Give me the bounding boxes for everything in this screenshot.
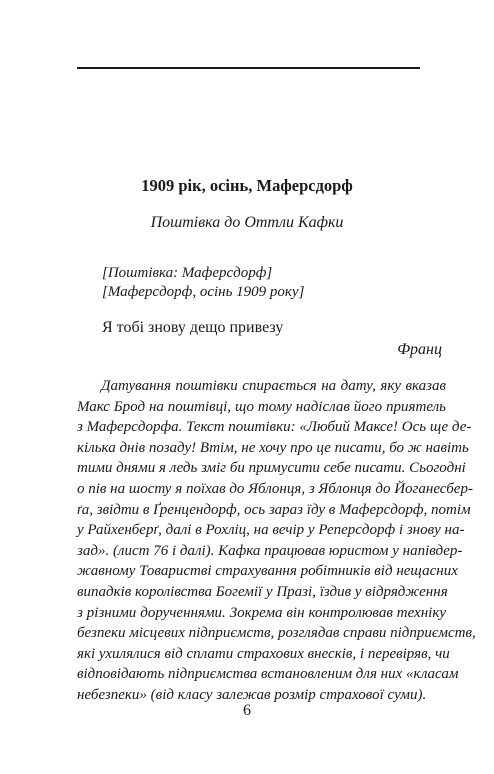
metadata-line: [Маферсдорф, осінь 1909 року] [102, 284, 305, 300]
letter-text: Я тобі знову дещо привезу [102, 319, 284, 336]
commentary-line: безпеки місцевих підприємств, розглядав справи підприємств, [77, 625, 476, 642]
commentary-line: ґа, звідти в Ґренцендорф, ось зараз їду в Маферсдорф, потім [77, 501, 471, 518]
section-heading: 1909 рік, осінь, Маферсдорф [141, 176, 353, 195]
commentary-line: жавному Товаристві страхування робітників від нещасних [77, 563, 458, 580]
commentary-line: з Маферсдорфа. Текст поштівки: «Любий Максе! Ось ще де- [77, 419, 472, 436]
page-number: 6 [243, 702, 251, 719]
commentary-line: Макс Брод на поштівці, що тому надіслав його приятель [77, 398, 446, 415]
metadata-line: [Поштівка: Маферсдорф] [102, 265, 273, 281]
commentary-line: Датування поштівки спирається на дату, яку вказав [101, 378, 446, 394]
letter-signature: Франц [397, 341, 442, 358]
commentary-line: які ухилялися від сплати страхових внесків, і перевіряв, чи [77, 645, 450, 662]
section-subheading: Поштівка до Оттли Кафки [150, 214, 344, 231]
commentary-line: відповідають підприємства встановленим для них «класам [77, 666, 459, 683]
commentary-line: кілька днів позаду! Втім, не хочу про це писати, бо ж навіть [77, 439, 469, 456]
top-rule [77, 67, 420, 69]
commentary-line: о пів на шосту я поїхав до Яблонця, з Яблонця до Йоганесбер- [77, 480, 473, 497]
commentary-line: зад». (лист 76 і далі). Кафка працював юристом у напівдер- [77, 542, 463, 559]
commentary-line: випадків королівства Богемії у Празі, їздив у відрядження [77, 583, 448, 600]
commentary-paragraph [77, 376, 476, 706]
commentary-line: небезпеки» (від класу залежав розмір страхової суми). [77, 686, 427, 703]
commentary-line: у Райхенберґ, далі в Рохліц, на вечір у Реперсдорф і знову на- [77, 522, 465, 539]
source-metadata [102, 264, 304, 302]
commentary-line: з різними дорученнями. Зокрема він контролював техніку [77, 604, 446, 621]
commentary-line: тими днями я ледь зміг би примусити себе писати. Сьогодні [77, 460, 466, 477]
